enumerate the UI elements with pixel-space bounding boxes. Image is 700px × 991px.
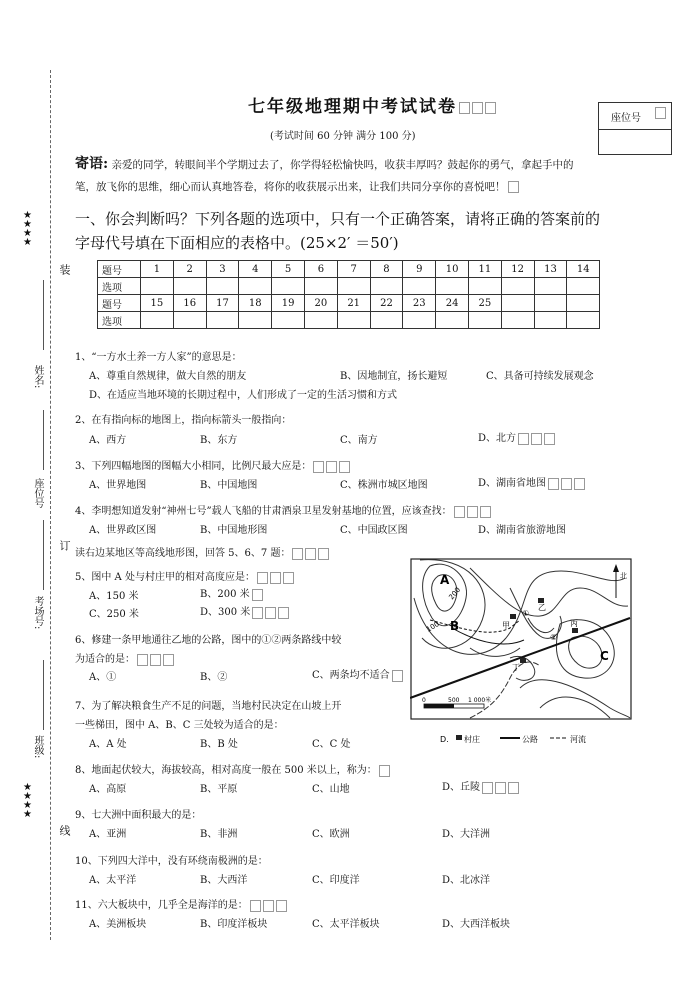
question-number-cell: 13 [534, 261, 567, 278]
question-3-option-c: C、株洲市城区地图 [340, 480, 428, 491]
route-label-1: ① [522, 609, 530, 618]
question-number-cell: 21 [337, 295, 370, 312]
question-11-option-c: C、太平洋板块 [312, 919, 380, 930]
question-11-option-d: D、大西洋板块 [442, 919, 511, 930]
table-header-cell: 选项 [98, 312, 141, 329]
answer-cell[interactable] [272, 278, 305, 295]
message-label: 寄语: [75, 156, 109, 172]
answer-cell[interactable] [141, 278, 174, 295]
question-7-line-2: 一些梯田，图中 A、B、C 三处较为适合的是： [75, 720, 284, 731]
question-10: 10、下列四大洋中，没有环绕南极洲的是： [75, 856, 268, 867]
seat-number-box-label: 座位号 [611, 113, 641, 124]
answer-cell[interactable] [403, 312, 436, 329]
page-title: 七年级地理期中考试试卷 [248, 92, 496, 117]
question-8-option-b: B、平原 [200, 784, 238, 795]
map-label-a: A [440, 573, 450, 587]
question-number-cell: 2 [173, 261, 206, 278]
question-number-cell: 24 [436, 295, 469, 312]
village-label-jia: 甲 [502, 621, 510, 630]
question-number-cell: 22 [370, 295, 403, 312]
question-5-option-a: A、150 米 [89, 591, 139, 602]
answer-table [97, 260, 600, 329]
contour-label-200: 200 [447, 585, 463, 602]
question-8-option-a: A、高原 [89, 784, 127, 795]
question-5-option-c: C、250 米 [89, 609, 139, 620]
question-1-option-c: C、具备可持续发展观念 [486, 371, 594, 382]
question-7-option-c: C、C 处 [312, 739, 351, 750]
village-marker [572, 628, 578, 633]
question-number-cell: 17 [206, 295, 239, 312]
table-row [98, 261, 600, 278]
class-line [43, 660, 44, 730]
table-header-cell: 题号 [98, 295, 141, 312]
scale-bar [422, 696, 491, 708]
contour-map [410, 558, 640, 748]
seat-number-box [598, 102, 672, 130]
section-1-heading-line-1: 一、你会判断吗？下列各题的选项中，只有一个正确答案，请将正确的答案前的 [75, 210, 601, 228]
question-7-option-a: A、A 处 [89, 739, 127, 750]
answer-cell[interactable] [436, 278, 469, 295]
question-5: 5、图中 A 处与村庄甲的相对高度应是： [75, 568, 294, 584]
binding-stars-top: ★★★★ [22, 210, 33, 246]
question-2-option-a: A、西方 [89, 435, 127, 446]
message-line-1: 寄语: 亲爱的同学，转眼间半个学期过去了，你学得轻松愉快吗，收获丰厚吗？鼓起你的勇气，拿起手中的 [75, 156, 574, 172]
village-marker [510, 614, 516, 619]
question-8-option-d: D、丘陵 [442, 778, 519, 794]
answer-cell[interactable] [468, 312, 501, 329]
answer-cell[interactable] [337, 278, 370, 295]
question-11-option-a: A、美洲板块 [89, 919, 147, 930]
answer-cell[interactable] [304, 278, 337, 295]
question-9-option-a: A、亚洲 [89, 829, 127, 840]
question-number-cell: 16 [173, 295, 206, 312]
answer-cell[interactable] [468, 278, 501, 295]
class-label: 班级: [32, 735, 43, 759]
question-6-option-a: A、① [89, 672, 117, 683]
question-11: 11、六大板块中，几乎全是海洋的是： [75, 896, 287, 912]
binding-zhuang: 装 [58, 264, 71, 275]
question-5-option-b: B、200 米 [200, 585, 263, 601]
scale-label-0: 0 [422, 697, 426, 704]
seat-number-line [43, 410, 44, 470]
map-label-b: B [450, 619, 460, 633]
binding-ding: 订 [58, 540, 71, 551]
question-number-cell: 1 [141, 261, 174, 278]
question-number-cell [567, 295, 600, 312]
exam-room-line [43, 520, 44, 590]
table-row [98, 295, 600, 312]
question-3: 3、下列四幅地图的图幅大小相同，比例尺最大应是： [75, 457, 350, 473]
map-label-c: C [600, 649, 609, 663]
route-label-2: ② [550, 633, 558, 642]
answer-cell[interactable] [304, 312, 337, 329]
question-1: 1、“一方水土养一方人家”的意思是： [75, 352, 242, 363]
question-11-option-b: B、印度洋板块 [200, 919, 268, 930]
answer-cell[interactable] [403, 278, 436, 295]
legend-road: 公路 [522, 735, 538, 744]
scale-label-500: 500 [448, 697, 460, 704]
question-number-cell: 10 [436, 261, 469, 278]
village-legend-icon [456, 735, 462, 740]
answer-cell[interactable] [206, 312, 239, 329]
answer-cell[interactable] [534, 312, 567, 329]
question-4-option-d: D、湖南省旅游地图 [478, 525, 567, 536]
binding-dashed-line [50, 70, 51, 940]
message-line-2: 笔，放飞你的思维，细心而认真地答卷，将你的收获展示出来，让我们共同分享你的喜悦吧！ [75, 179, 519, 194]
legend-d: D. [440, 735, 449, 744]
table-header-cell: 选项 [98, 278, 141, 295]
question-8: 8、地面起伏较大，海拔较高，相对高度一般在 500 米以上，称为： [75, 761, 390, 777]
question-6-line-2: 为适合的是： [75, 650, 174, 666]
table-row [98, 278, 600, 295]
question-3-option-a: A、世界地图 [89, 480, 147, 491]
question-3-option-b: B、中国地图 [200, 480, 258, 491]
question-5-option-d: D、300 米 [200, 603, 289, 619]
question-2-option-b: B、东方 [200, 435, 238, 446]
question-6-line-1: 6、修建一条甲地通往乙地的公路，图中的①②两条路线中较 [75, 635, 342, 646]
river [470, 662, 540, 718]
question-number-cell: 19 [272, 295, 305, 312]
question-number-cell: 9 [403, 261, 436, 278]
table-row [98, 312, 600, 329]
question-number-cell: 4 [239, 261, 272, 278]
binding-xian: 线 [58, 825, 71, 836]
question-9-option-c: C、欧洲 [312, 829, 350, 840]
question-1-option-a: A、尊重自然规律，做大自然的朋友 [89, 371, 247, 382]
map-legend [440, 734, 586, 744]
question-number-cell: 5 [272, 261, 305, 278]
question-10-option-d: D、北冰洋 [442, 875, 491, 886]
map-intro: 读右边某地区等高线地形图，回答 5、6、7 题： [75, 544, 329, 560]
answer-cell[interactable] [337, 312, 370, 329]
answer-cell[interactable] [567, 312, 600, 329]
answer-cell[interactable] [534, 278, 567, 295]
student-name-label: 姓名: [32, 365, 43, 389]
question-9-option-d: D、大洋洲 [442, 829, 491, 840]
question-number-cell: 6 [304, 261, 337, 278]
question-number-cell [501, 295, 534, 312]
question-9-option-b: B、非洲 [200, 829, 238, 840]
village-marker [520, 658, 526, 663]
binding-stars-bottom: ★★★★ [22, 782, 33, 818]
question-4-option-c: C、中国政区图 [340, 525, 408, 536]
question-7-option-b: B、B 处 [200, 739, 238, 750]
question-number-cell: 7 [337, 261, 370, 278]
question-2: 2、在有指向标的地图上，指向标箭头一般指向： [75, 415, 292, 426]
answer-cell[interactable] [436, 312, 469, 329]
north-label: 北 [620, 572, 627, 580]
question-number-cell: 25 [468, 295, 501, 312]
answer-cell[interactable] [239, 312, 272, 329]
question-number-cell: 18 [239, 295, 272, 312]
answer-cell[interactable] [206, 278, 239, 295]
answer-cell[interactable] [370, 278, 403, 295]
question-number-cell: 11 [468, 261, 501, 278]
question-2-option-d: D、北方 [478, 429, 555, 445]
question-10-option-c: C、印度洋 [312, 875, 360, 886]
village-label-ding: 丁 [512, 663, 520, 672]
section-1-heading-line-2: 字母代号填在下面相应的表格中。(25×2′ ＝50′) [75, 234, 399, 252]
answer-cell[interactable] [501, 312, 534, 329]
question-number-cell: 12 [501, 261, 534, 278]
question-3-option-d: D、湖南省地图 [478, 474, 585, 490]
seat-number-label: 座位号 [32, 478, 43, 508]
legend-river: 河流 [570, 735, 586, 744]
question-4: 4、李明想知道发射“神州七号”载人飞船的甘肃酒泉卫星发射基地的位置，应该查找： [75, 502, 491, 518]
question-4-option-b: B、中国地形图 [200, 525, 268, 536]
village-label-bing: 丙 [570, 619, 578, 628]
student-name-line [43, 280, 44, 350]
question-number-cell: 8 [370, 261, 403, 278]
question-1-option-b: B、因地制宜，扬长避短 [340, 371, 448, 382]
legend-village: 村庄 [464, 735, 480, 744]
answer-cell[interactable] [501, 278, 534, 295]
answer-cell[interactable] [239, 278, 272, 295]
seat-number-box-fill[interactable] [598, 128, 672, 155]
question-number-cell: 23 [403, 295, 436, 312]
answer-cell[interactable] [173, 312, 206, 329]
question-10-option-b: B、大西洋 [200, 875, 248, 886]
question-number-cell: 14 [567, 261, 600, 278]
question-number-cell: 20 [304, 295, 337, 312]
scale-label-1000: 1 000米 [468, 697, 492, 704]
answer-cell[interactable] [272, 312, 305, 329]
answer-cell[interactable] [173, 278, 206, 295]
question-number-cell [534, 295, 567, 312]
question-number-cell: 15 [141, 295, 174, 312]
question-7-line-1: 7、为了解决粮食生产不足的问题，当地村民决定在山坡上开 [75, 701, 342, 712]
question-4-option-a: A、世界政区图 [89, 525, 157, 536]
question-10-option-a: A、太平洋 [89, 875, 137, 886]
village-label-yi: 乙 [538, 603, 546, 612]
exam-room-label: 考场号: [32, 596, 43, 630]
question-2-option-c: C、南方 [340, 435, 378, 446]
contour-label-100: 100 [425, 620, 441, 634]
question-1-option-d: D、在适应当地环境的长期过程中，人们形成了一定的生活习惯和方式 [89, 390, 398, 401]
answer-cell[interactable] [141, 312, 174, 329]
question-8-option-c: C、山地 [312, 784, 350, 795]
exam-info: (考试时间 60 分钟 满分 100 分) [270, 131, 416, 142]
answer-cell[interactable] [567, 278, 600, 295]
table-header-cell: 题号 [98, 261, 141, 278]
answer-cell[interactable] [370, 312, 403, 329]
question-6-option-c: C、两条均不适合 [312, 666, 403, 682]
question-9: 9、七大洲中面积最大的是： [75, 810, 202, 821]
question-6-option-b: B、② [200, 672, 228, 683]
question-number-cell: 3 [206, 261, 239, 278]
